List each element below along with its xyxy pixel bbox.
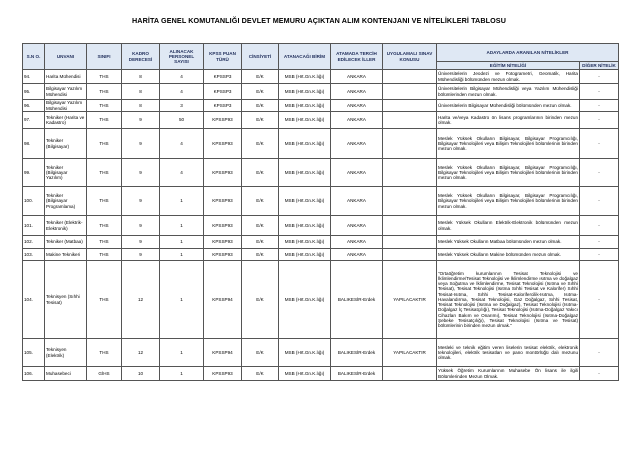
cell-sinif: THS xyxy=(87,339,122,367)
cell-cinsiyet: E/K xyxy=(242,216,279,236)
table-row xyxy=(23,339,619,367)
cell-sayi: 4 xyxy=(160,159,204,187)
cell-cinsiyet: E/K xyxy=(242,339,279,367)
cell-unvan: Tekniker (Matbaa) xyxy=(45,236,87,249)
cell-kadro: 9 xyxy=(122,236,160,249)
cell-il: ANKARA xyxy=(331,236,383,249)
cell-kpss-puan: KPSSP93 xyxy=(204,112,242,129)
cell-unvan: Makine Teknikeri xyxy=(45,249,87,261)
cell-unvan: Teknisyen (Elektrik) xyxy=(45,339,87,367)
cell-egitim: Üniversitelerin Jeodezi ve Fotogrametri, Geomatik, Harita Mühendisliği bölümünden mezun olmak. xyxy=(438,71,578,82)
cell-kadro: 8 xyxy=(122,70,160,84)
cell-il: ANKARA xyxy=(331,249,383,261)
table-row xyxy=(23,236,619,249)
cell-egitim: "Ortaöğretim kurumlarının Tesisat Teknolojisi ve İklimlendirme/Tesisat Teknolojisi ve İklimlendirme ısıtma ve doğalgaz veya Soğutma ve İklimlendirme, Tesisat Teknolojisi (Isıtma ve Sıhhi Tesisat), Tesisat Teknolojisi (Isıtma Sıhhi Tesisat ve Kalorifer) Sıhhi Tesisat-Isıtma, Sıhhi Tesisat-Kalorifercilik-Isıtma, Isıtma-Havalandırma, Tesisat Teknolojisi, Gaz Doğalgaz, Sıhhi Tesisat, Tesisat Teknolojisi (Isıtma ve Doğalgaz), Tesisat Teknolojisi (Isıtma-Doğalgaz İç Tesisatçılığı), Tesisat Teknolojisi (Isıtma-Doğalgaz Yakıcı Cihazları Bakım ve Onarımı), Tesisat Teknolojisi (Isıtma-Doğalgaz Şebeke Tesisatçılığı), Tesisat Teknolojisi (Isıtma ve Tesisat) bölümlerinin birinden mezun olmak." xyxy=(437,261,580,339)
document-title: HARİTA GENEL KOMUTANLIĞI DEVLET MEMURU AÇIKTAN ALIM KONTENJANI VE NİTELİKLERİ TABLOSU xyxy=(132,16,506,25)
cell-egitim: Yüksek Öğretim Kurumlarının Muhasebe Ön lisans ile ilgili Bölümlerinden Mezun Olmak. xyxy=(438,368,578,379)
cell-diger: - xyxy=(580,129,619,159)
cell-diger: - xyxy=(580,249,619,261)
cell-sinav xyxy=(383,236,437,249)
cell-il: BALIKESİR-Erdek xyxy=(331,261,383,339)
cell-sn: 106. xyxy=(23,367,45,381)
cell-diger: - xyxy=(580,339,619,367)
cell-sinav xyxy=(383,70,437,84)
cell-sinav xyxy=(383,187,437,216)
cell-birim: MSB (Hrt.Gn.K.lığı) xyxy=(279,159,331,187)
cell-egitim: Mesleki ve teknik eğitim veren liselerin tesisat elektrik, elektronik teknolojileri, elektrik tesisatları ve pano montörlüğü dalı mezunu olmak. xyxy=(437,339,580,367)
cell-sinif: THS xyxy=(87,84,122,100)
cell-cinsiyet: E/K xyxy=(242,236,279,249)
cell-kadro: 9 xyxy=(122,159,160,187)
cell-kpss-puan: KPSSP93 xyxy=(204,216,242,236)
cell-sayi: 1 xyxy=(160,236,204,249)
header-sinif: SINIFI xyxy=(87,44,122,70)
cell-birim: MSB (Hrt.Gn.K.lığı) xyxy=(279,367,331,381)
cell-birim: MSB (Hrt.Gn.K.lığı) xyxy=(279,70,331,84)
cell-unvan: Tekniker (Bilgisayar) xyxy=(45,129,87,159)
cell-sayi: 1 xyxy=(160,261,204,339)
cell-kpss-puan: KPSSP94 xyxy=(204,339,242,367)
cell-unvan: Harita Mühendisi xyxy=(45,70,87,84)
header-unvan: UNVANI xyxy=(45,44,87,70)
cell-unvan: Tekniker (Bilgisayar Programlama) xyxy=(45,187,87,216)
cell-sinif: THS xyxy=(87,129,122,159)
header-sinav: UYGULAMALI SINAV KONUSU xyxy=(383,44,437,70)
table-row xyxy=(23,70,619,84)
cell-cinsiyet: E/K xyxy=(242,112,279,129)
cell-cinsiyet: E/K xyxy=(242,129,279,159)
cell-sinav xyxy=(383,84,437,100)
cell-kpss-puan: KPSSP93 xyxy=(204,187,242,216)
cell-birim: MSB (Hrt.Gn.K.lığı) xyxy=(279,339,331,367)
cell-kadro: 9 xyxy=(122,187,160,216)
cell-diger: - xyxy=(580,261,619,339)
cell-sinif: THS xyxy=(87,216,122,236)
cell-cinsiyet: E/K xyxy=(242,70,279,84)
cell-kadro: 9 xyxy=(122,216,160,236)
header-birim: ATANACAĞI BİRİM xyxy=(279,44,331,70)
cell-sinav xyxy=(383,216,437,236)
cell-kadro: 9 xyxy=(122,112,160,129)
cell-sinav xyxy=(383,100,437,112)
cell-diger: - xyxy=(580,112,619,129)
cell-sn: 103. xyxy=(23,249,45,261)
cell-sinav: YAPILACAKTIR xyxy=(383,339,437,367)
cell-egitim: Meslek Yüksek Okulların Makine bölümünden mezun olmak. xyxy=(437,249,580,261)
cell-sinif: THS xyxy=(87,249,122,261)
cell-il: ANKARA xyxy=(331,70,383,84)
cell-sn: 100. xyxy=(23,187,45,216)
cell-cinsiyet: E/K xyxy=(242,84,279,100)
cell-sn: 95. xyxy=(23,84,45,100)
cell-diger: - xyxy=(580,84,619,100)
cell-birim: MSB (Hrt.Gn.K.lığı) xyxy=(279,187,331,216)
cell-unvan: Teknisyen (Sıhhi Tesisat) xyxy=(45,261,87,339)
table-row xyxy=(23,367,619,381)
cell-il: BALIKESİR-Erdek xyxy=(331,367,383,381)
cell-egitim: Meslek Yüksek Okulların Elektrik-Elektronik bölümünden mezun olmak. xyxy=(437,216,580,236)
cell-cinsiyet: E/K xyxy=(242,261,279,339)
table-header-row xyxy=(23,44,619,62)
cell-kpss-puan: KPSSP93 xyxy=(204,159,242,187)
cell-cinsiyet: E/K xyxy=(242,159,279,187)
cell-il: ANKARA xyxy=(331,129,383,159)
cell-unvan: Tekniker (Harita ve Kadastro) xyxy=(45,112,87,129)
cell-kadro: 8 xyxy=(122,100,160,112)
cell-sinif: THS xyxy=(87,261,122,339)
table-body xyxy=(23,70,619,381)
cell-sinif: THS xyxy=(87,159,122,187)
cell-il: ANKARA xyxy=(331,159,383,187)
header-alinacak: ALINACAK PERSONEL SAYISI xyxy=(160,44,204,70)
cell-sn: 102. xyxy=(23,236,45,249)
cell-sinif: GİHS xyxy=(87,367,122,381)
table-row xyxy=(23,249,619,261)
cell-sayi: 4 xyxy=(160,129,204,159)
cell-kpss-puan: KPSSP3 xyxy=(204,84,242,100)
cell-birim: MSB (Hrt.Gn.K.lığı) xyxy=(279,236,331,249)
cell-unvan: Tekniker (Elektrik-Elektronik) xyxy=(45,216,87,236)
cell-unvan: Bilgisayar Yazılım Mühendisi xyxy=(45,100,87,112)
header-nitelikler: ADAYLARDA ARANILAN NİTELİKLER xyxy=(437,44,619,62)
cell-sn: 105. xyxy=(23,339,45,367)
cell-birim: MSB (Hrt.Gn.K.lığı) xyxy=(279,84,331,100)
cell-sinif: THS xyxy=(87,187,122,216)
cell-kadro: 9 xyxy=(122,249,160,261)
cell-sinif: THS xyxy=(87,100,122,112)
cell-unvan: Bilgisayar Yazılım Mühendisi xyxy=(45,84,87,100)
cell-diger: - xyxy=(580,367,619,381)
cell-kpss-puan: KPSSP3 xyxy=(204,70,242,84)
cell-sinav xyxy=(383,159,437,187)
cell-sn: 101. xyxy=(23,216,45,236)
cell-sn: 104. xyxy=(23,261,45,339)
cell-sayi: 1 xyxy=(160,216,204,236)
cell-kpss-puan: KPSSP3 xyxy=(204,100,242,112)
cell-kadro: 8 xyxy=(122,84,160,100)
cell-diger: - xyxy=(580,159,619,187)
cell-sinav xyxy=(383,129,437,159)
cell-sayi: 1 xyxy=(160,249,204,261)
header-kpss-puan: KPSS PUAN TÜRÜ xyxy=(204,44,242,70)
table-row xyxy=(23,216,619,236)
cell-birim: MSB (Hrt.Gn.K.lığı) xyxy=(279,249,331,261)
cell-unvan: Muhasebeci xyxy=(45,367,87,381)
cell-kpss-puan: KPSSP93 xyxy=(204,236,242,249)
cell-cinsiyet: E/K xyxy=(242,249,279,261)
header-cinsiyet: CİNSİYETİ xyxy=(242,44,279,70)
header-egitim: EĞİTİM NİTELİĞİ xyxy=(437,62,580,70)
cell-kadro: 9 xyxy=(122,129,160,159)
cell-egitim: Meslek Yüksek Okulların Bilgisayar, Bilgisayar Programcılığı, Bilgisayar Teknolojileri veya Bilişim Teknolojileri bölümlerinin birinden mezun olmak. xyxy=(437,159,580,187)
table-row xyxy=(23,129,619,159)
table-row xyxy=(23,100,619,112)
cell-sayi: 50 xyxy=(160,112,204,129)
header-kadro: KADRO DERECESİ xyxy=(122,44,160,70)
cell-sayi: 3 xyxy=(160,100,204,112)
cell-il: BALIKESİR-Erdek xyxy=(331,339,383,367)
cell-diger: - xyxy=(580,100,619,112)
cell-kadro: 12 xyxy=(122,339,160,367)
cell-il: ANKARA xyxy=(331,112,383,129)
cell-sayi: 4 xyxy=(160,70,204,84)
cell-sayi: 1 xyxy=(160,367,204,381)
cell-birim: MSB (Hrt.Gn.K.lığı) xyxy=(279,216,331,236)
cell-sinif: THS xyxy=(87,236,122,249)
cell-birim: MSB (Hrt.Gn.K.lığı) xyxy=(279,129,331,159)
table-row xyxy=(23,261,619,339)
cell-diger: - xyxy=(580,187,619,216)
cell-diger: - xyxy=(580,216,619,236)
cell-cinsiyet: E/K xyxy=(242,367,279,381)
cell-egitim: Meslek Yüksek Okulların Bilgisayar, Bilgisayar Programcılığı, Bilgisayar Teknolojileri veya Bilişim Teknolojileri bölümlerinin birinden mezun olmak. xyxy=(437,129,580,159)
table-row xyxy=(23,84,619,100)
cell-cinsiyet: E/K xyxy=(242,187,279,216)
cell-sn: 99. xyxy=(23,159,45,187)
cell-egitim: Meslek Yüksek Okulların Matbaa bölümünden mezun olmak. xyxy=(437,236,580,249)
table-row xyxy=(23,112,619,129)
cell-egitim: Üniversitelerin Bilgisayar Mühendisliği bölümünden mezun olmak. xyxy=(437,100,580,112)
cell-sayi: 1 xyxy=(160,339,204,367)
cell-egitim: Harita ve/veya Kadastro ön lisans programlarının birinden mezun olmak. xyxy=(437,112,580,129)
staff-quota-table xyxy=(22,43,619,381)
cell-sinav xyxy=(383,367,437,381)
cell-kadro: 12 xyxy=(122,261,160,339)
cell-sayi: 1 xyxy=(160,187,204,216)
cell-sinif: THS xyxy=(87,112,122,129)
cell-sn: 98. xyxy=(23,129,45,159)
table-row xyxy=(23,159,619,187)
cell-egitim: Üniversitelerin Bilgisayar Mühendisliği veya Yazılım Mühendisliği bölümlerinden mezun olmak. xyxy=(437,84,580,100)
cell-sn: 96. xyxy=(23,100,45,112)
cell-kadro: 10 xyxy=(122,367,160,381)
cell-birim: MSB (Hrt.Gn.K.lığı) xyxy=(279,261,331,339)
cell-il: ANKARA xyxy=(331,84,383,100)
cell-kpss-puan: KPSSP93 xyxy=(204,129,242,159)
cell-birim: MSB (Hrt.Gn.K.lığı) xyxy=(279,100,331,112)
cell-kpss-puan: KPSSP93 xyxy=(204,249,242,261)
header-diger: DİĞER NİTELİK xyxy=(580,62,619,70)
cell-sinav xyxy=(383,112,437,129)
cell-il: ANKARA xyxy=(331,216,383,236)
cell-sayi: 4 xyxy=(160,84,204,100)
header-sn: S.N O. xyxy=(23,44,45,70)
header-il: ATAMADA TERCİH EDİLECEK İLLER xyxy=(331,44,383,70)
cell-sinav: YAPILACAKTIR xyxy=(383,261,437,339)
cell-sn: 94. xyxy=(23,70,45,84)
cell-il: ANKARA xyxy=(331,100,383,112)
cell-sn: 97. xyxy=(23,112,45,129)
cell-sinav xyxy=(383,249,437,261)
cell-birim: MSB (Hrt.Gn.K.lığı) xyxy=(279,112,331,129)
cell-kpss-puan: KPSSP94 xyxy=(204,261,242,339)
cell-diger: - xyxy=(580,236,619,249)
cell-unvan: Tekniker (Bilgisayar Yazılım) xyxy=(45,159,87,187)
cell-il: ANKARA xyxy=(331,187,383,216)
table-row xyxy=(23,187,619,216)
cell-egitim: Meslek Yüksek Okulların Bilgisayar, Bilgisayar Programcılığı, Bilgisayar Teknolojileri veya Bilişim Teknolojileri bölümlerinin birinden mezun olmak. xyxy=(437,187,580,216)
cell-diger: - xyxy=(580,70,619,84)
cell-cinsiyet: E/K xyxy=(242,100,279,112)
cell-kpss-puan: KPSSP93 xyxy=(204,367,242,381)
cell-sinif: THS xyxy=(87,70,122,84)
